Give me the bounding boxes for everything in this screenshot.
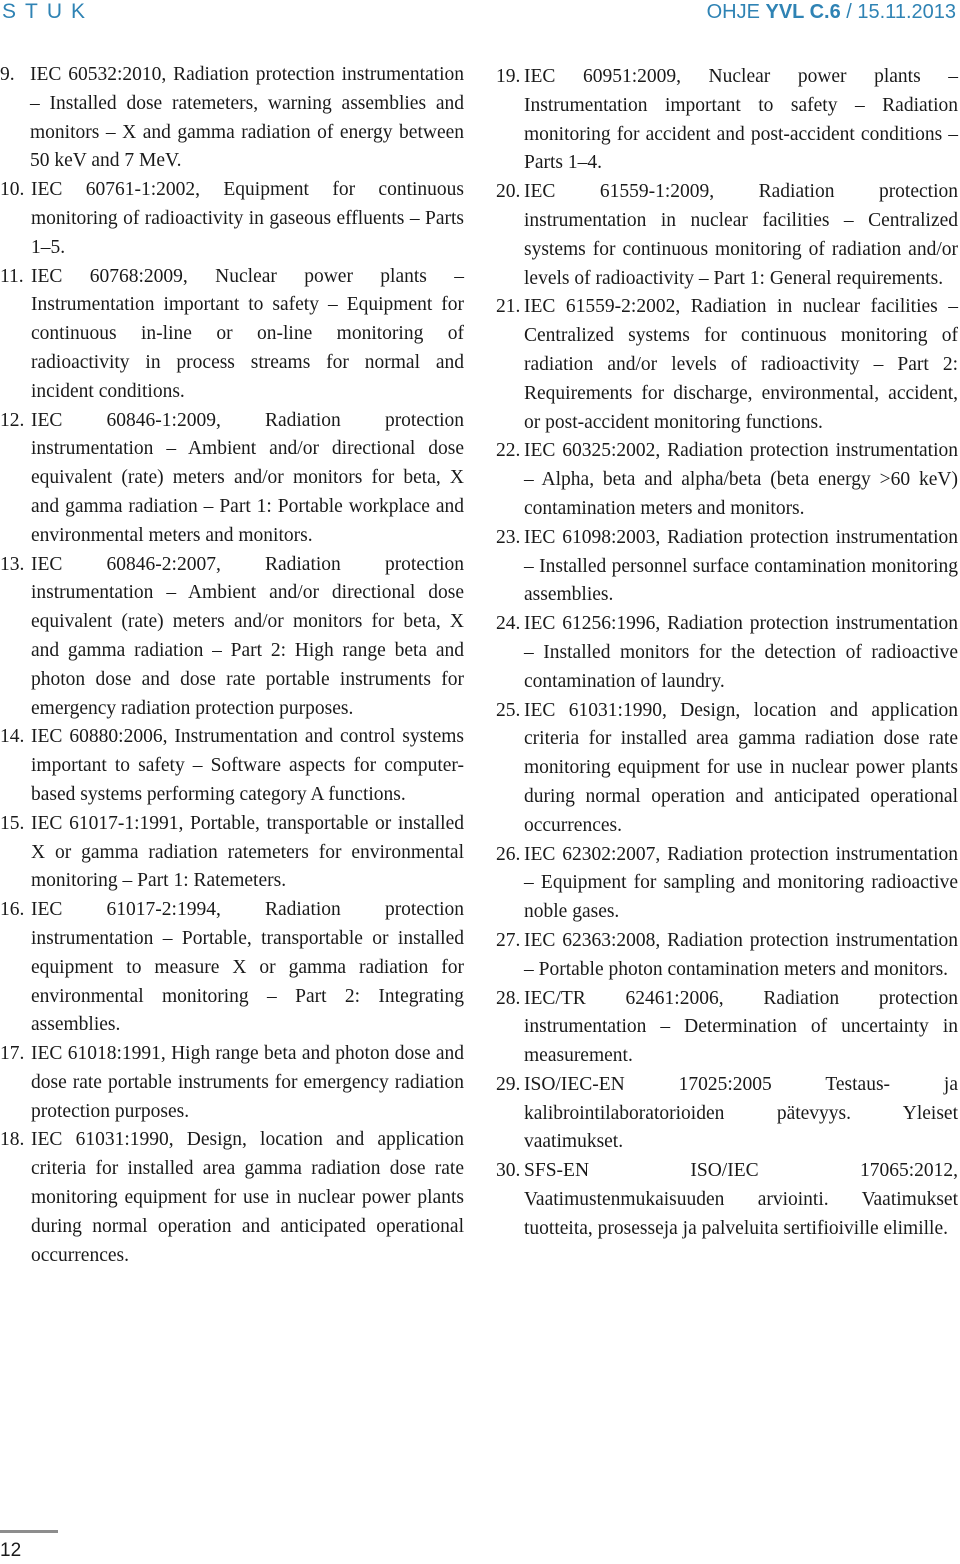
reference-number: 23.	[496, 526, 521, 548]
guide-prefix: OHJE	[706, 1, 766, 23]
reference-item	[0, 551, 464, 724]
reference-text: IEC 62363:2008, Radiation protection instrumentation – Portable photon contamination meters and monitors.	[524, 929, 958, 980]
page-header	[0, 0, 960, 30]
reference-number: 13.	[0, 553, 25, 575]
reference-item	[496, 927, 958, 985]
reference-number: 29.	[496, 1073, 521, 1095]
reference-text: IEC 60880:2006, Instrumentation and control systems important to safety – Software aspects for computer-based systems performing category A functions.	[31, 726, 464, 805]
guide-reference	[707, 1, 956, 24]
reference-number: 11.	[0, 265, 24, 287]
reference-number: 19.	[496, 66, 521, 87]
reference-item	[0, 407, 464, 551]
reference-text: IEC 61559-2:2002, Radiation in nuclear facilities – Centralized systems for continuous monitoring of radiation and/or levels of radioactivity – Part 2: Requirements for discharge, environmental, accident, or post-accident monitoring functions.	[524, 296, 958, 433]
reference-item	[496, 437, 958, 523]
reference-number: 20.	[496, 181, 521, 203]
reference-text: IEC 61098:2003, Radiation protection instrumentation – Installed personnel surface contamination monitoring assemblies.	[524, 526, 958, 606]
reference-text: IEC 61031:1990, Design, location and application criteria for installed area gamma radiation dose rate monitoring equipment for use in nuclear power plants during normal operation and anticipated operational occurrences.	[31, 1129, 464, 1266]
reference-item	[496, 293, 958, 437]
reference-item	[0, 176, 464, 262]
reference-text: SFS-EN ISO/IEC 17065:2012, Vaatimustenmukaisuuden arviointi. Vaatimukset tuotteita, prosesseja ja palveluita sertifioiville elimille.	[524, 1160, 958, 1239]
reference-text: IEC 61031:1990, Design, location and application criteria for installed area gamma radiation dose rate monitoring equipment for use in nuclear power plants during normal operation and anticipated operational occurrences.	[524, 699, 958, 836]
reference-number: 10.	[0, 179, 25, 201]
reference-text: IEC 61559-1:2009, Radiation protection instrumentation in nuclear facilities – Centralized systems for continuous monitoring of radiation and/or levels of radioactivity – Part 1: General requirements.	[524, 181, 958, 289]
reference-number: 25.	[496, 699, 521, 721]
reference-number: 9.	[0, 64, 15, 85]
reference-item	[0, 263, 464, 407]
reference-number: 24.	[496, 613, 521, 635]
reference-item	[496, 524, 958, 610]
reference-item	[496, 1071, 958, 1157]
reference-list-right	[496, 63, 958, 1244]
reference-number: 16.	[0, 899, 25, 921]
page-number: 12	[0, 1540, 22, 1561]
reference-number: 26.	[496, 843, 521, 865]
organization-name: STUK	[2, 0, 95, 23]
reference-number: 21.	[496, 296, 521, 318]
reference-text: IEC 60532:2010, Radiation protection instrumentation – Installed dose ratemeters, warning assemblies and monitors – X and gamma radiation of energy between 50 keV and 7 MeV.	[30, 64, 464, 172]
reference-text: IEC 61017-2:1994, Radiation protection instrumentation – Portable, transportable or installed equipment to measure X or gamma radiation for environmental monitoring – Part 2: Integrating assemblies.	[31, 899, 464, 1036]
reference-text: IEC 60768:2009, Nuclear power plants – Instrumentation important to safety – Equipment for continuous in-line or on-line monitoring of radioactivity in process streams for normal and incident conditions.	[31, 265, 464, 402]
reference-item	[496, 610, 958, 696]
reference-number: 22.	[496, 440, 521, 462]
reference-item	[0, 723, 464, 809]
reference-text: IEC 62302:2007, Radiation protection instrumentation – Equipment for sampling and monitoring radioactive noble gases.	[524, 843, 958, 923]
reference-number: 14.	[0, 726, 25, 748]
reference-text: IEC 60846-2:2007, Radiation protection instrumentation – Ambient and/or directional dose equivalent (rate) meters and/or monitors for beta, X and gamma radiation – Part 2: High range beta and photon dose and dose rate portable instruments for emergency radiation protection purposes.	[31, 553, 464, 719]
reference-number: 27.	[496, 929, 521, 951]
reference-text: IEC 61256:1996, Radiation protection instrumentation – Installed monitors for the detection of radioactive contamination of laundry.	[524, 613, 958, 692]
reference-item	[496, 63, 958, 178]
reference-text: IEC 60325:2002, Radiation protection instrumentation – Alpha, beta and alpha/beta (beta energy >60 keV) contamination meters and monitors.	[524, 440, 958, 519]
reference-text: IEC 60761-1:2002, Equipment for continuous monitoring of radioactivity in gaseous effluents – Parts 1–5.	[31, 179, 464, 258]
reference-number: 17.	[0, 1043, 25, 1065]
reference-item	[0, 1040, 464, 1126]
reference-item	[0, 896, 464, 1040]
footer-divider	[0, 1530, 58, 1533]
reference-text: IEC 61017-1:1991, Portable, transportable or installed X or gamma radiation ratemeters for environmental monitoring – Part 1: Ratemeters.	[31, 812, 464, 892]
reference-text: IEC/TR 62461:2006, Radiation protection instrumentation – Determination of uncertainty in measurement.	[524, 987, 958, 1067]
reference-item	[496, 178, 958, 293]
reference-item	[0, 1126, 464, 1270]
guide-date: / 15.11.2013	[840, 1, 956, 23]
reference-item	[496, 1157, 958, 1243]
reference-number: 15.	[0, 812, 25, 834]
reference-text: IEC 60951:2009, Nuclear power plants – Instrumentation important to safety – Radiation monitoring for accident and post-accident conditions – Parts 1–4.	[524, 66, 958, 174]
reference-item	[0, 810, 464, 896]
reference-item	[496, 841, 958, 927]
guide-code: YVL C.6	[765, 1, 841, 23]
reference-text: IEC 61018:1991, High range beta and photon dose and dose rate portable instruments for emergency radiation protection purposes.	[31, 1043, 464, 1122]
reference-item	[496, 697, 958, 841]
reference-text: ISO/IEC-EN 17025:2005 Testaus- ja kalibrointilaboratorioiden pätevyys. Yleiset vaatimukset.	[524, 1073, 958, 1153]
reference-item	[496, 985, 958, 1071]
reference-item	[0, 61, 464, 176]
reference-number: 18.	[0, 1129, 25, 1151]
reference-list-left	[0, 61, 464, 1270]
reference-number: 30.	[496, 1160, 521, 1182]
reference-text: IEC 60846-1:2009, Radiation protection instrumentation – Ambient and/or directional dose equivalent (rate) meters and/or monitors for beta, X and gamma radiation – Part 1: Portable workplace and environmental meters and monitors.	[31, 409, 464, 546]
reference-number: 28.	[496, 987, 521, 1009]
reference-number: 12.	[0, 409, 25, 431]
